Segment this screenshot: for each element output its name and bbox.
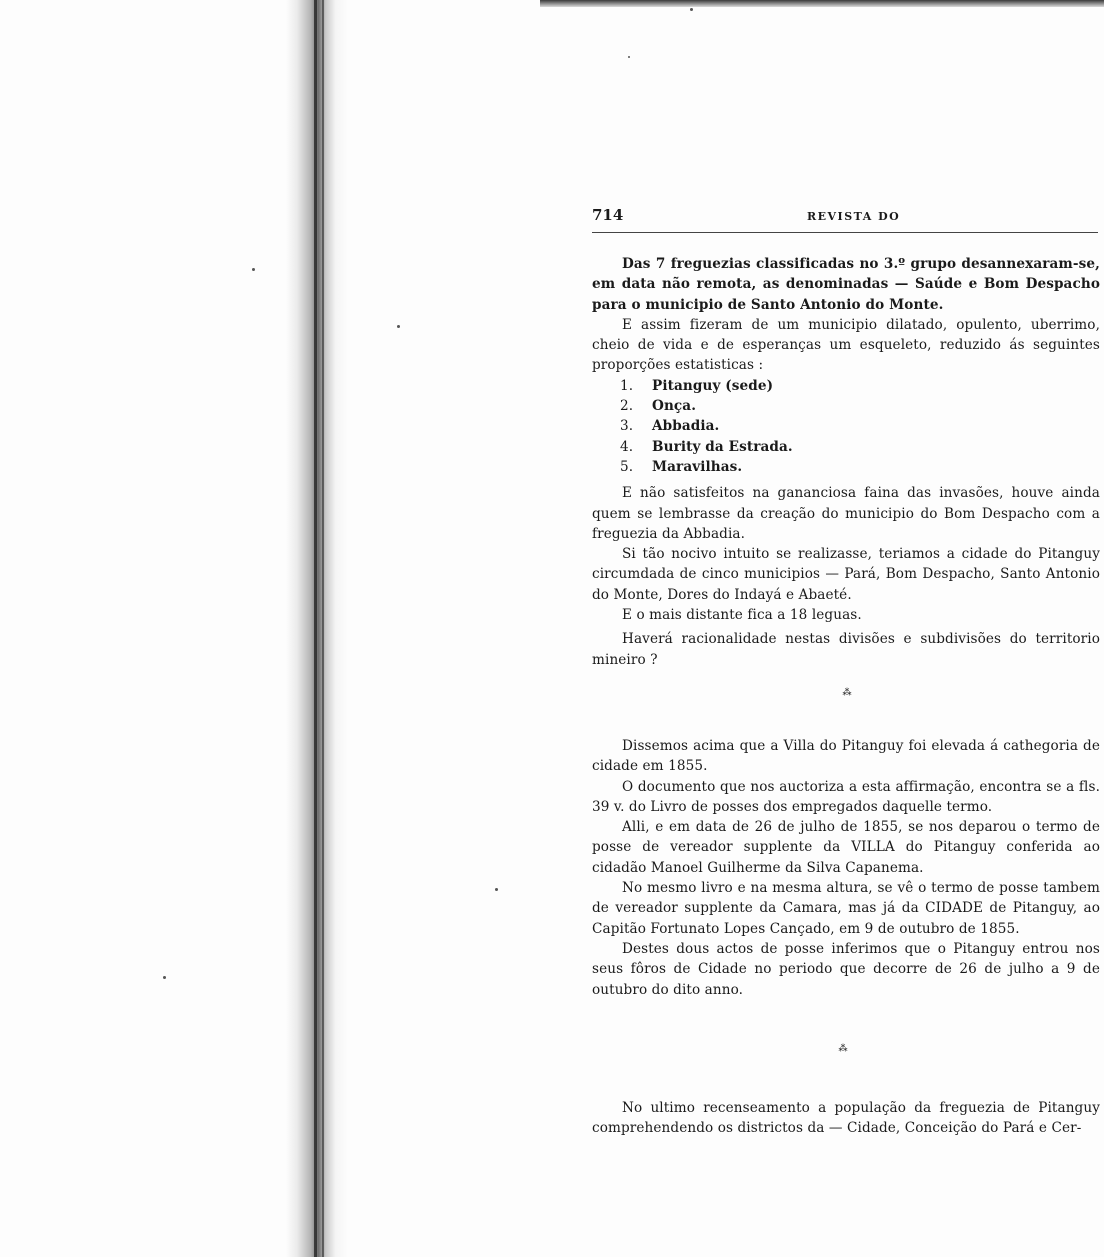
gutter-line	[314, 0, 317, 1257]
speck	[163, 976, 166, 979]
speck	[252, 268, 255, 271]
speck	[690, 8, 693, 11]
paragraph: Dissemos acima que a Villa do Pitanguy foi elevada á cathegoria de cidade em 1855.	[592, 738, 1100, 775]
gutter-line	[322, 0, 324, 1257]
asterism: ⁂	[838, 1044, 848, 1054]
paragraph: E o mais distante fica a 18 leguas.	[622, 607, 862, 624]
paragraph: Das 7 freguezias classificadas no 3.º grupo desannexaram-se, em data não remota, as denominadas — Saúde e Bom Despacho para o municipio de Santo Antonio do Monte.	[592, 256, 1100, 313]
list-item: 1. Pitanguy (sede)	[620, 377, 774, 394]
list-item: 2. Onça.	[620, 398, 697, 415]
speck	[495, 888, 498, 891]
header-rule	[592, 232, 1098, 233]
paragraph: Si tão nocivo intuito se realizasse, teriamos a cidade do Pitanguy circumdada de cinco municipios — Pará, Bom Despacho, Santo Antonio do Monte, Dores do Indayá e Abaeté.	[592, 546, 1100, 603]
list-item: 5. Maravilhas.	[620, 458, 743, 475]
paragraph: Destes dous actos de posse inferimos que o Pitanguy entrou nos seus fôros de Cidade no periodo que decorre de 26 de julho a 9 de outubro do dito anno.	[592, 940, 1100, 998]
section-1	[592, 254, 1100, 670]
asterism: ⁂	[842, 688, 852, 698]
list-item: 4. Burity da Estrada.	[620, 438, 793, 455]
list-item: 3. Abbadia.	[620, 418, 720, 435]
page-header	[592, 206, 1100, 232]
page-number: 714	[592, 206, 624, 224]
paragraph: Alli, e em data de 26 de julho de 1855, se nos deparou o termo de posse de vereador supplente da VILLA do Pitanguy conferida ao cidadão Manoel Guilherme da Silva Capanema.	[592, 819, 1100, 876]
binding-gutter	[286, 0, 348, 1257]
running-title: REVISTA DO	[807, 210, 901, 223]
paragraph: No ultimo recenseamento a população da freguezia de Pitanguy comprehendendo os districtos da — Cidade, Conceição do Pará e Cer-	[592, 1100, 1100, 1137]
scan-top-edge	[540, 0, 1104, 7]
section-2	[592, 736, 1100, 1000]
paragraph: Haverá racionalidade nestas divisões e subdivisões do territorio mineiro ?	[592, 631, 1100, 668]
speck	[628, 56, 630, 58]
section-3	[592, 1098, 1100, 1139]
paragraph: E assim fizeram de um municipio dilatado, opulento, uberrimo, cheio de vida e de esperanças um esqueleto, reduzido ás seguintes proporções estatisticas :	[592, 316, 1100, 374]
paragraph: E não satisfeitos na gananciosa faina das invasões, houve ainda quem se lembrasse da creação do municipio do Bom Despacho com a freguezia da Abbadia.	[592, 485, 1100, 542]
municipality-list	[592, 376, 1100, 477]
paragraph: No mesmo livro e na mesma altura, se vê o termo de posse tambem de vereador supplente da Camara, mas já da CIDADE de Pitanguy, ao Capitão Fortunato Lopes Cançado, em 9 de outubro de 1855.	[592, 880, 1100, 937]
speck	[397, 325, 400, 328]
paragraph: O documento que nos auctoriza a esta affirmação, encontra se a fls. 39 v. do Livro de posses dos empregados daquelle termo.	[592, 778, 1100, 815]
